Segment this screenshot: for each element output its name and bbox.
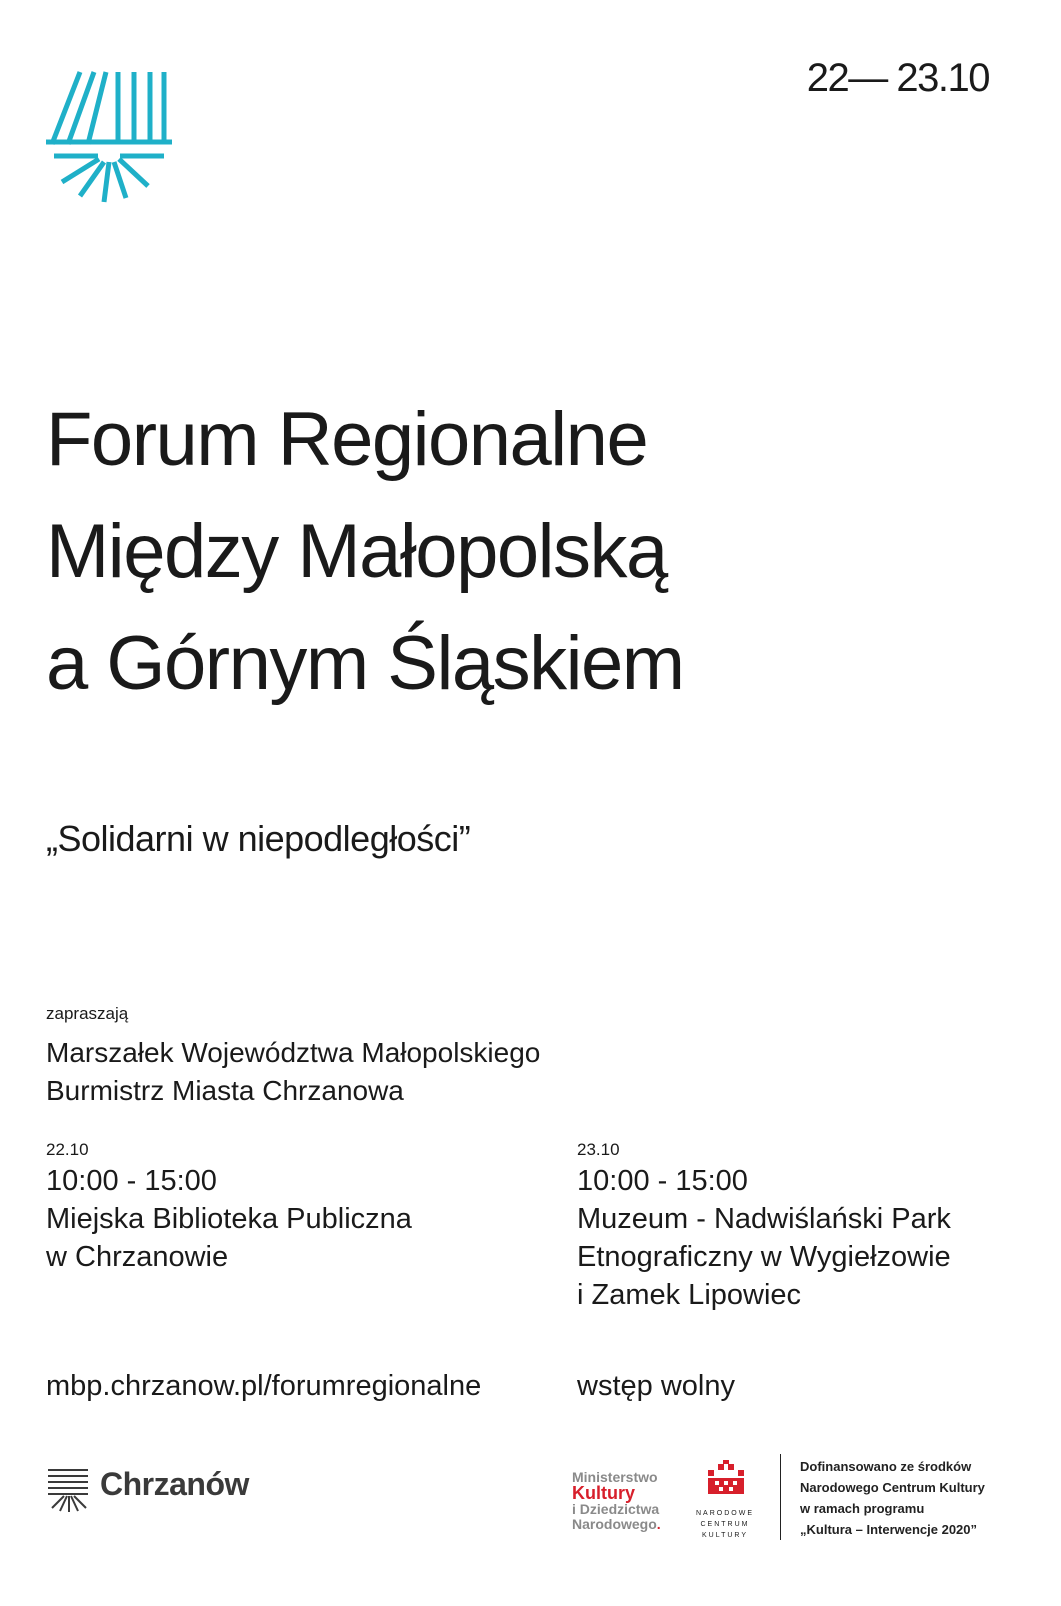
nck-line: KULTURY [701, 1532, 749, 1539]
hosts-list [46, 1034, 540, 1110]
nck-name [692, 1508, 758, 1541]
chrzanow-mark-icon [46, 1466, 90, 1512]
ministry-line: Narodowego [572, 1516, 657, 1532]
event-date-range: 22— 23.10 [806, 56, 989, 100]
ministry-line: Ministerstwo [572, 1469, 658, 1485]
venue-line: w Chrzanowie [46, 1241, 229, 1273]
city-name: Chrzanów [100, 1466, 249, 1502]
nck-logo [692, 1456, 758, 1541]
title-line: Forum Regionalne [46, 397, 648, 482]
funding-line: „Kultura – Interwencje 2020” [800, 1522, 978, 1537]
day-schedule-2 [577, 1140, 1047, 1314]
venue-line: Muzeum - Nadwiślański Park [577, 1203, 951, 1235]
ministry-line: Kultury [572, 1483, 635, 1503]
day-schedule-1 [46, 1140, 516, 1276]
title-line: Między Małopolską [46, 509, 667, 594]
forum-logo [44, 66, 174, 206]
host-name: Burmistrz Miasta Chrzanowa [46, 1075, 404, 1106]
host-name: Marszałek Województwa Małopolskiego [46, 1037, 541, 1068]
event-subtitle: „Solidarni w niepodległości” [46, 818, 471, 859]
day-date: 23.10 [577, 1140, 620, 1159]
title-line: a Górnym Śląskiem [46, 621, 684, 706]
ministry-line: i Dziedzictwa [572, 1501, 660, 1517]
funding-line: Narodowego Centrum Kultury [800, 1480, 985, 1495]
invitation-label: zapraszają [46, 1004, 129, 1023]
nck-line: CENTRUM [700, 1521, 750, 1528]
event-website-link[interactable]: mbp.chrzanow.pl/forumregionalne [46, 1370, 482, 1402]
venue-line: Miejska Biblioteka Publiczna [46, 1203, 412, 1235]
funding-line: Dofinansowano ze środków [800, 1459, 972, 1474]
chrzanow-logo [46, 1466, 276, 1516]
nck-line: NARODOWE [696, 1510, 754, 1517]
admission-note: wstęp wolny [577, 1370, 735, 1402]
day-date: 22.10 [46, 1140, 89, 1159]
venue-line: i Zamek Lipowiec [577, 1279, 802, 1311]
day-time: 10:00 - 15:00 [46, 1165, 217, 1197]
ministry-culture-logo: Ministerstwo Kultury i Dziedzictwa Narodowego. [572, 1470, 672, 1532]
venue-line: Etnograficzny w Wygiełzowie [577, 1241, 951, 1273]
event-title [46, 384, 684, 720]
crown-icon [708, 1460, 744, 1494]
funding-note [800, 1456, 985, 1540]
footer-divider [780, 1454, 781, 1540]
funding-line: w ramach programu [800, 1501, 925, 1516]
day-time: 10:00 - 15:00 [577, 1165, 748, 1197]
